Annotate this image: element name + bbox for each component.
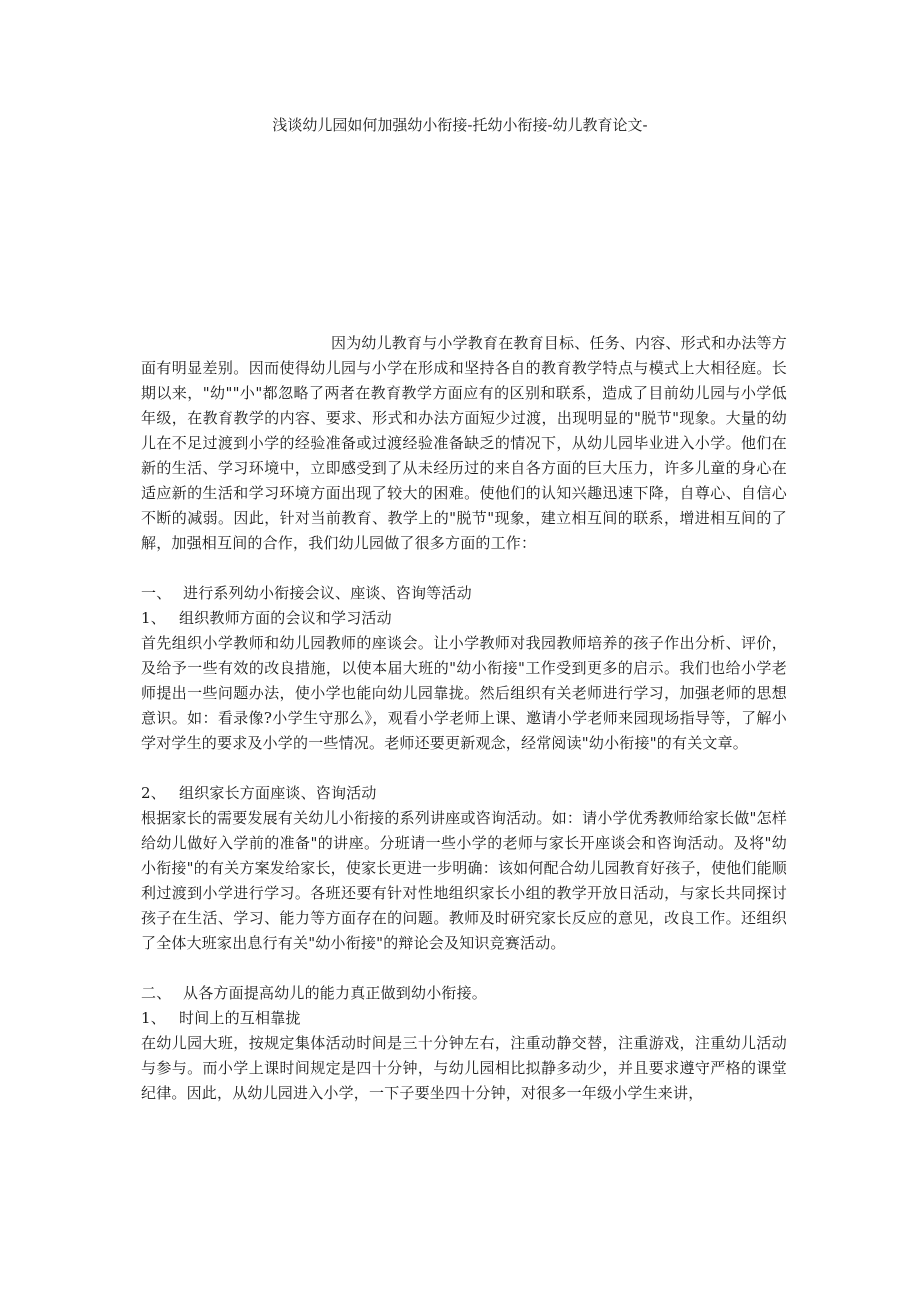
section-1-item-2-paragraph: 根据家长的需要发展有关幼儿小衔接的系列讲座或咨询活动。如：请小学优秀教师给家长做"怎样给幼儿做好入学前的准备"的讲座。分班请一些小学的老师与家长开座谈会和咨询活动。及将"幼小衔接"的有关方案发给家长，使家长更进一步明确：该如何配合幼儿园教育好孩子，使他们能顺利过渡到小学进行学习。各班还要有针对性地组织家长小组的教学开放日活动，与家长共同探讨孩子在生活、学习、能力等方面存在的问题。教师及时研究家长反应的意见，改良工作。还组织了全体大班家出息行有关"幼小衔接"的辩论会及知识竞赛活动。 — [141, 809, 787, 952]
section-1-heading — [141, 581, 787, 606]
section-1-item-1-paragraph: 首先组织小学教师和幼儿园教师的座谈会。让小学教师对我园教师培养的孩子作出分析、评价，及给予一些有效的改良措施，以使本届大班的"幼小衔接"工作受到更多的启示。我们也给小学老师提出一些问题办法，使小学也能向幼儿园靠拢。然后组织有关老师进行学习，加强老师的思想意识。如：看录像?小学生守那么》，观看小学老师上课、邀请小学老师来园现场指导等，了解小学对学生的要求及小学的一些情况。老师还要更新观念，经常阅读"幼小衔接"的有关文章。 — [141, 634, 787, 752]
document-title: 浅谈幼儿园如何加强幼小衔接-托幼小衔接-幼儿教育论文- — [272, 116, 648, 134]
section-2-item-1-heading — [141, 1006, 787, 1031]
section-1-item-2-number: 2、 — [141, 784, 166, 802]
section-2-item-1-heading-text: 时间上的互相靠拢 — [179, 1009, 301, 1027]
spacer — [141, 556, 787, 581]
section-2-heading — [141, 981, 787, 1006]
section-1-item-1-number: 1、 — [141, 609, 166, 627]
intro-paragraph: 因为幼儿教育与小学教育在教育目标、任务、内容、形式和办法等方面有明显差别。因而使得幼儿园与小学在形成和坚持各自的教育教学特点与模式上大相径庭。长期以来，"幼""小"都忽略了两者在教育教学方面应有的区别和联系，造成了目前幼儿园与小学低年级，在教育教学的内容、要求、形式和办法方面短少过渡，出现明显的"脱节"现象。大量的幼儿在不足过渡到小学的经验准备或过渡经验准备缺乏的情况下，从幼儿园毕业进入小学。他们在新的生活、学习环境中，立即感受到了从未经历过的来自各方面的巨大压力，许多儿童的身心在适应新的生活和学习环境方面出现了较大的困难。使他们的认知兴趣迅速下降，自尊心、自信心不断的减弱。因此，针对当前教育、教学上的"脱节"现象，建立相互间的联系，增进相互间的了解，加强相互间的合作，我们幼儿园做了很多方面的工作： — [141, 334, 788, 552]
section-1-number: 一、 — [141, 584, 172, 602]
spacer — [141, 756, 787, 781]
section-1-item-1-heading-text: 组织教师方面的会议和学习活动 — [179, 609, 392, 627]
document-body — [141, 331, 787, 1106]
spacer — [141, 956, 787, 981]
section-2-heading-text: 从各方面提高幼儿的能力真正做到幼小衔接。 — [183, 984, 488, 1002]
section-1-item-2-heading-text: 组织家长方面座谈、咨询活动 — [179, 784, 377, 802]
section-2-item-1-paragraph: 在幼儿园大班，按规定集体活动时间是三十分钟左右，注重动静交替，注重游戏，注重幼儿活动与参与。而小学上课时间规定是四十分钟，与幼儿园相比拟静多动少，并且要求遵守严格的课堂纪律。因此，从幼儿园进入小学，一下子要坐四十分钟，对很多一年级小学生来讲， — [141, 1034, 787, 1102]
section-1-item-1-heading — [141, 606, 787, 631]
section-1-heading-text: 进行系列幼小衔接会议、座谈、咨询等活动 — [183, 584, 472, 602]
section-1-item-2-heading — [141, 781, 787, 806]
section-2-number: 二、 — [141, 984, 172, 1002]
section-2-item-1-number: 1、 — [141, 1009, 166, 1027]
